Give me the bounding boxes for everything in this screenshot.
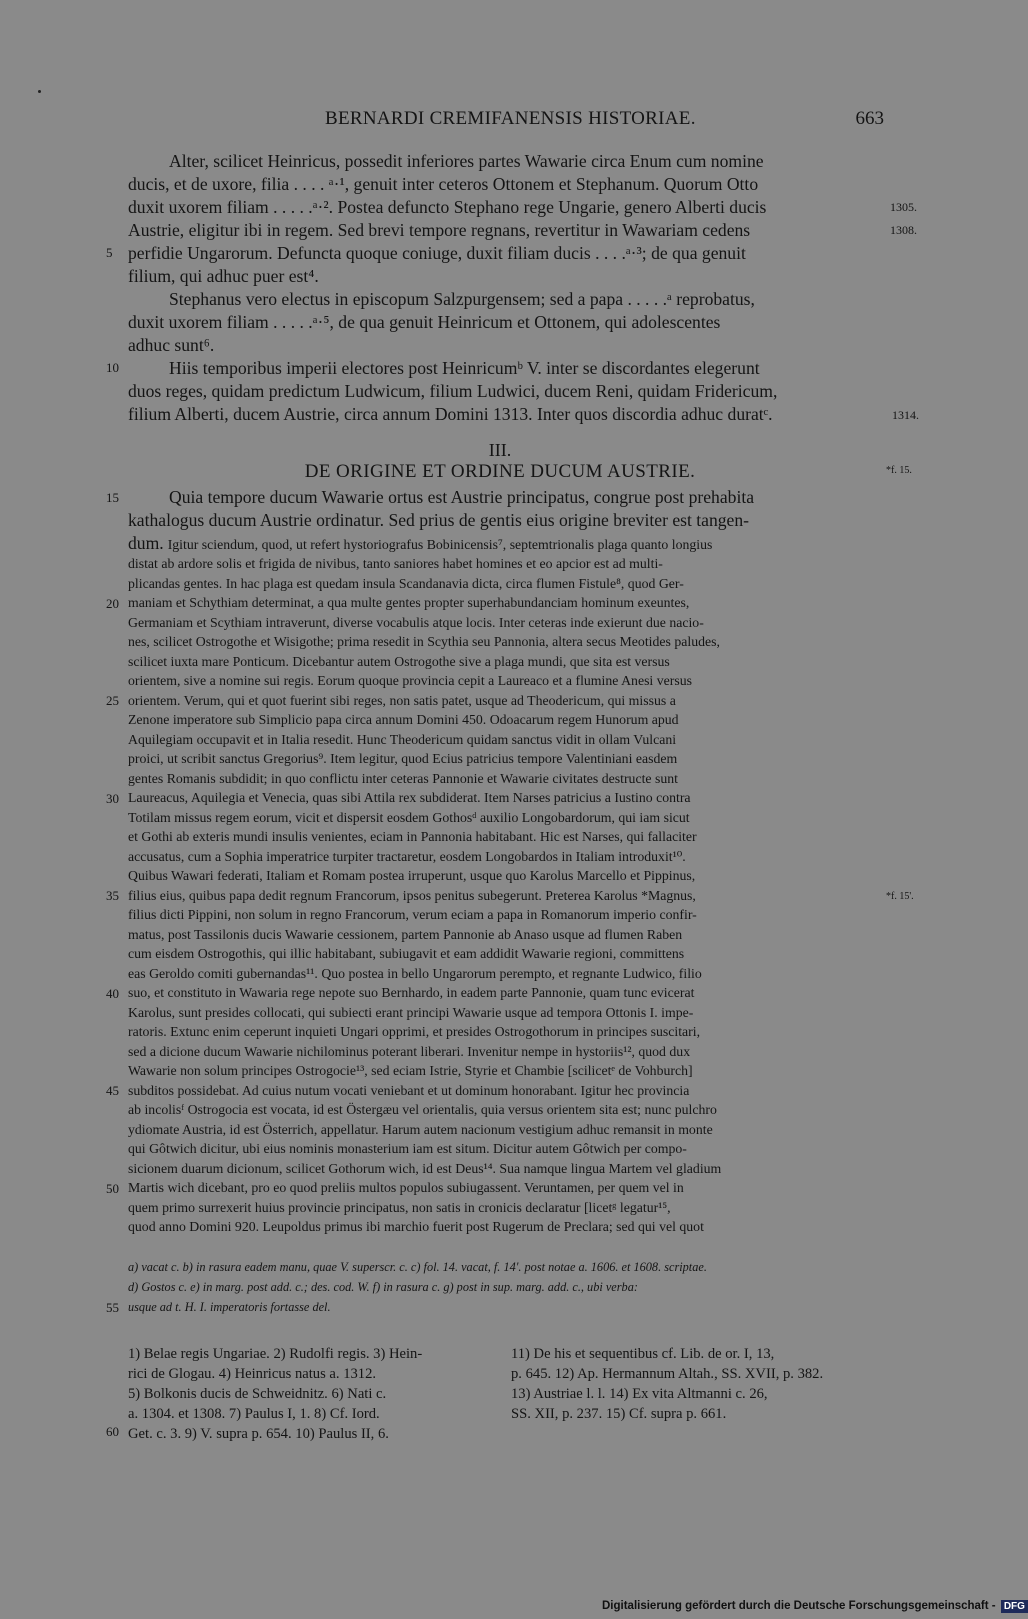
- text-line: cum eisdem Ostrogothis, qui illic habitabant, subiugavit et eam addidit Wawarie regioni, committens: [128, 946, 685, 961]
- text-line: quem primo surrexerit huius provincie principatus, non satis in cronicis declaratur [licetᵍ legatur¹⁵,: [128, 1199, 671, 1215]
- text-line: qui Gôtwich dicitur, ubi eius nominis monasterium iam est situm. Dicitur autem Gôtwich per compo-: [128, 1141, 687, 1156]
- dum-rest: Igitur sciendum, quod, ut refert hystoriografus Bobinicensis⁷, septemtrionalis plaga quanto longius: [167, 537, 713, 552]
- footnote-line: 1) Belae regis Ungariae. 2) Rudolfi regis. 3) Hein-: [128, 1346, 423, 1362]
- text-line: plicandas gentes. In hac plaga est quedam insula Scandanavia dicta, circa flumen Fistule⁸, quod Ger-: [128, 575, 684, 591]
- text-line: suo, et constituto in Wawaria rege nepote suo Bernhardo, in eadem parte Pannonie, quam tunc evicerat: [128, 985, 695, 1000]
- text-line: perfidie Ungarorum. Defuncta quoque coniuge, duxit filiam ducis . . . .ᵃ·³; de qua genuit: [128, 243, 746, 263]
- line-number: 35: [106, 888, 119, 903]
- text-line: Quia tempore ducum Wawarie ortus est Austrie principatus, congrue post prehabita: [169, 487, 755, 507]
- text-line: filium Alberti, ducem Austrie, circa annum Domini 1313. Inter quos discordia adhuc duratᶜ.: [128, 404, 773, 424]
- line-number: 30: [106, 791, 119, 806]
- text-line: accusatus, cum a Sophia imperatrice turpiter tractaretur, eosdem Longobardos in Italiam introduxit¹⁰.: [128, 848, 686, 864]
- text-line: Wawarie non solum principes Ostrogocie¹³, sed eciam Istrie, Styrie et Chambie [scilicetᵉ de Vohburch]: [128, 1063, 693, 1078]
- text-line: filium, qui adhuc puer est⁴.: [128, 266, 319, 286]
- text-line: duxit uxorem filiam . . . . .ᵃ·². Postea defuncto Stephano rege Ungarie, genero Alberti ducis: [128, 197, 767, 217]
- text-line: Martis wich dicebant, pro eo quod preliis multos populos subiugassent. Veruntamen, per quem vel in: [128, 1180, 684, 1195]
- scan-speck: [38, 90, 41, 93]
- text-line: matus, post Tassilonis ducis Wawarie cessionem, partem Pannonie ab Anaso usque ad flumen Raben: [128, 926, 683, 942]
- line-number: 60: [106, 1424, 119, 1439]
- text-line: filius dicti Pippini, non solum in regno Francorum, verum eciam a papa in Romanorum imperio confir-: [128, 907, 697, 922]
- text-line: scilicet iuxta mare Ponticum. Dicebantur autem Ostrogothe sive a plaga mundi, que sita est versus: [128, 653, 670, 669]
- section-title: DE ORIGINE ET ORDINE DUCUM AUSTRIE.: [304, 461, 696, 482]
- text-line: et Gothi ab exteris mundi insulis venientes, eciam in Pannonia habitabant. Hic est Narses, qui fallaciter: [128, 829, 697, 844]
- text-line: sed a dicione ducum Wawarie nichilominus poterant liberari. Invenitur nempe in hystoriis¹², quod dux: [128, 1043, 691, 1059]
- text-line: Hiis temporibus imperii electores post Heinricumᵇ V. inter se discordantes elegerunt: [169, 358, 760, 378]
- section-number: III.: [488, 440, 512, 460]
- footnote-line: p. 645. 12) Ap. Hermannum Altah., SS. XVII, p. 382.: [511, 1366, 824, 1382]
- text-line: Quibus Wawari federati, Italiam et Romam postea irruperunt, usque quo Karolus Marcello et Pippinus,: [128, 868, 696, 883]
- running-head: [120, 108, 890, 134]
- apparatus-line: a) vacat c. b) in rasura eadem manu, quae V. superscr. c. c) fol. 14. vacat, f. 14'. post notae a. 1606. et 1608. scriptae.: [128, 1260, 707, 1274]
- text-line: orientem, sive a nomine sui regis. Eorum quoque provincia cepit a Laureaco et a flumine Anesi versus: [128, 673, 692, 688]
- line-number: 10: [106, 360, 119, 375]
- margin-folio: *f. 15'.: [886, 891, 914, 902]
- margin-year: 1308.: [890, 223, 917, 237]
- line-number: 45: [106, 1083, 119, 1098]
- text-line: distat ab ardore solis et frigida de nivibus, tanto saniores habet homines et eo apcior est ad multi-: [128, 556, 663, 571]
- text-line: nes, scilicet Ostrogothe et Wisigothe; prima resedit in Scythia seu Pannonia, altera secus Meotides paludes,: [128, 634, 720, 649]
- footnote-line: 5) Bolkonis ducis de Schweidnitz. 6) Nati c.: [128, 1386, 387, 1402]
- text-line: ab incolisᶠ Ostrogocia est vocata, id est Östergæu vel orientalis, quia versus orientem sita est; nunc pulchro: [128, 1102, 717, 1117]
- text-line: ratoris. Extunc enim ceperunt inquieti Ungari opprimi, et presides Ostrogothorum in principes suscitari,: [128, 1024, 701, 1039]
- text-line: adhuc sunt⁶.: [128, 335, 215, 355]
- text-line: Austrie, eligitur ibi in regem. Sed brevi tempore regnans, revertitur in Wawariam cedens: [128, 220, 751, 240]
- footnote-line: SS. XII, p. 237. 15) Cf. supra p. 661.: [511, 1406, 727, 1422]
- apparatus-line: d) Gostos c. e) in marg. post add. c.; des. cod. W. f) in rasura c. g) post in sup. marg. add. c., ubi verba:: [128, 1280, 638, 1294]
- dfg-logo: DFG: [1001, 1600, 1028, 1613]
- text-line: maniam et Schythiam determinat, a qua multe gentes propter superhabundanciam hominum exeuntes,: [128, 595, 690, 610]
- text-line: duxit uxorem filiam . . . . .ᵃ·⁵, de qua genuit Heinricum et Ottonem, qui adolescentes: [128, 312, 721, 332]
- funding-credit: [602, 1600, 1028, 1613]
- text-line: kathalogus ducum Austrie ordinatur. Sed prius de gentis eius origine breviter est tangen-: [128, 510, 750, 530]
- text-line: subditos possidebat. Ad cuius nutum vocati veniebant et ut dominum honorabant. Igitur hec provincia: [128, 1082, 690, 1098]
- text-line: eas Geroldo comiti gubernandas¹¹. Quo postea in bello Ungarorum perempto, et regnante Ludwico, filio: [128, 965, 702, 981]
- line-number: 40: [106, 986, 119, 1001]
- line-number: 25: [106, 693, 119, 708]
- line-number: 5: [106, 245, 113, 260]
- running-title: BERNARDI CREMIFANENSIS HISTORIAE.: [325, 108, 696, 129]
- footnote-line: a. 1304. et 1308. 7) Paulus I, 1. 8) Cf. Iord.: [128, 1406, 380, 1422]
- page-number: 663: [855, 108, 884, 129]
- text-line: Germaniam et Scythiam intraverunt, diverse vocabulis atque locis. Inter ceteras inde exierunt due nacio-: [128, 614, 704, 630]
- apparatus-line: usque ad t. H. I. imperatoris fortasse del.: [128, 1300, 331, 1314]
- text-line: Laureacus, Aquilegia et Venecia, quas sibi Attila rex subdiderat. Item Narses patricius a Iustino contra: [128, 790, 691, 805]
- text-line: ducis, et de uxore, filia . . . . ᵃ·¹, genuit inter ceteros Ottonem et Stephanum. Quorum Otto: [128, 174, 759, 194]
- text-line: duos reges, quidam predictum Ludwicum, filium Ludwici, ducem Reni, quidam Fridericum,: [128, 381, 778, 401]
- line-number: 50: [106, 1181, 119, 1196]
- margin-year: 1305.: [890, 200, 917, 214]
- text-line: Alter, scilicet Heinricus, possedit inferiores partes Wawarie circa Enum cum nomine: [169, 151, 764, 171]
- margin-year: 1314.: [892, 408, 919, 422]
- footnote-line: Get. c. 3. 9) V. supra p. 654. 10) Paulus II, 6.: [128, 1426, 389, 1442]
- dum-lead: dum.: [128, 533, 164, 553]
- text-line: Aquilegiam occupavit et in Italia resedit. Hunc Theodericum quidam sanctus vidit in ollam Vulcani: [128, 731, 677, 747]
- footnote-line: 11) De his et sequentibus cf. Lib. de or. I, 13,: [511, 1346, 775, 1362]
- footnote-line: 13) Austriae l. l. 14) Ex vita Altmanni c. 26,: [511, 1386, 768, 1402]
- line-number: 15: [106, 490, 119, 505]
- funding-text: Digitalisierung gefördert durch die Deutsche Forschungsgemeinschaft -: [602, 1600, 996, 1612]
- text-line: sicionem duarum dicionum, scilicet Gothorum wich, id est Deus¹⁴. Sua namque lingua Martem vel gladium: [128, 1160, 722, 1176]
- text-line: filius eius, quibus papa dedit regnum Francorum, ipsos penitus subegerunt. Preterea Karolus *Magnus,: [128, 887, 696, 903]
- text-line: [128, 533, 712, 554]
- text-line: ydiomate Austria, id est Österrich, appellatur. Harum autem nacionum vestigium adhuc remansit in monte: [128, 1121, 713, 1137]
- text-line: Karolus, sunt presides collocati, qui subiecti erant principi Wawarie usque ad tempora Ottonis I. impe-: [128, 1004, 694, 1020]
- text-line: Totilam missus regem eorum, vicit et dispersit eosdem Gothosᵈ auxilio Longobardorum, qui iam sicut: [128, 809, 690, 825]
- text-line: Stephanus vero electus in episcopum Salzpurgensem; sed a papa . . . . .ᵃ reprobatus,: [169, 289, 755, 309]
- text-line: gentes Romanis subdidit; in quo conflictu inter ceteras Pannonie et Wawarie civitates destructe sunt: [128, 770, 678, 786]
- line-number: 20: [106, 596, 119, 611]
- line-number: 55: [106, 1300, 119, 1315]
- text-line: Zenone imperatore sub Simplicio papa circa annum Domini 450. Odoacarum regem Hunorum apud: [128, 712, 679, 727]
- text-line: quod anno Domini 920. Leupoldus primus ibi marchio fuerit post Rugerum de Preclara; sed qui vel quot: [128, 1219, 704, 1234]
- text-line: orientem. Verum, qui et quot fuerint sibi reges, non satis patet, usque ad Theodericum, qui missus a: [128, 692, 676, 708]
- text-line: proici, ut scribit sanctus Gregorius⁹. Item legitur, quod Ecius patricius tempore Valentiniani easdem: [128, 751, 678, 766]
- margin-folio: *f. 15.: [886, 465, 912, 476]
- footnote-line: rici de Glogau. 4) Heinricus natus a. 1312.: [128, 1366, 377, 1382]
